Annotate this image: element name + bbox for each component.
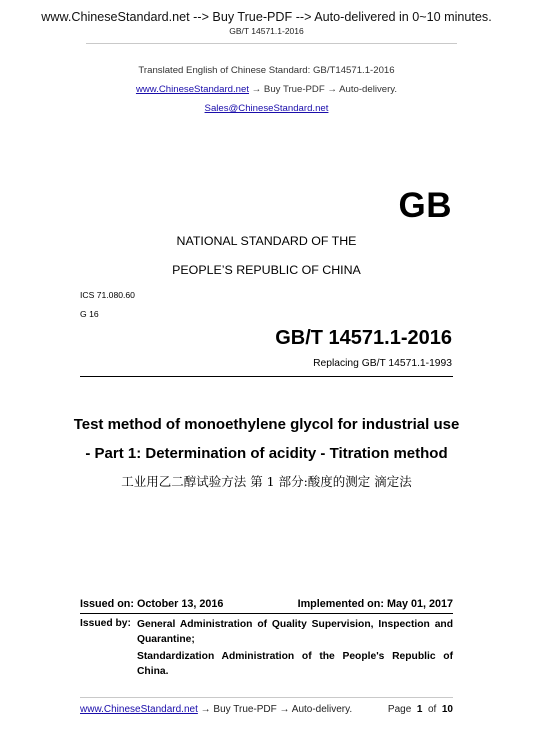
issuing-org-2: Standardization Administration of the People's Republic of China. [137, 651, 453, 677]
org-line-1: NATIONAL STANDARD OF THE [176, 234, 357, 248]
issued-by-label: Issued by: [80, 618, 131, 629]
implemented-date: Implemented on: May 01, 2017 [297, 598, 453, 610]
top-banner: www.ChineseStandard.net --> Buy True-PDF --> Auto-delivered in 0~10 minutes. [41, 10, 492, 24]
page-word: Page [387, 704, 412, 715]
org-line-2: PEOPLE’S REPUBLIC OF CHINA [172, 263, 361, 277]
running-header-code: GB/T 14571.1-2016 [229, 26, 304, 36]
ccs-code: G 16 [80, 309, 99, 319]
email-line [0, 103, 533, 114]
title-line-1: Test method of monoethylene glycol for industrial use [73, 416, 460, 433]
chinese-title: 工业用乙二醇试验方法 第 1 部分:酸度的测定 滴定法 [121, 474, 412, 489]
dates-row [80, 598, 453, 610]
email-link[interactable]: Sales@ChineseStandard.net [204, 103, 329, 114]
page-indicator [388, 704, 453, 715]
title-line-2: - Part 1: Determination of acidity - Titration method [85, 445, 448, 462]
header-divider [86, 43, 457, 44]
footer-divider [80, 697, 453, 698]
issued-date: Issued on: October 13, 2016 [80, 598, 224, 610]
translation-note: Translated English of Chinese Standard: GB/T14571.1-2016 [138, 65, 395, 76]
page-of: of [427, 704, 437, 715]
page-current: 1 [416, 704, 423, 715]
issuing-org-1: General Administration of Quality Supervision, Inspection and Quarantine; [137, 619, 453, 645]
gb-logo: GB [398, 186, 452, 225]
footer-site-line [80, 704, 352, 715]
site-link[interactable]: www.ChineseStandard.net [135, 84, 249, 95]
translation-site-line [0, 84, 533, 95]
page-total: 10 [441, 704, 453, 715]
title-divider [80, 376, 453, 377]
dates-divider [80, 613, 453, 614]
footer-site-link[interactable]: www.ChineseStandard.net [80, 704, 198, 715]
replacing-note: Replacing GB/T 14571.1-1993 [313, 358, 452, 369]
footer-site-tail: → Buy True-PDF → Auto-delivery. [197, 704, 353, 715]
standard-number: GB/T 14571.1-2016 [275, 327, 452, 349]
site-line-tail: → Buy True-PDF → Auto-delivery. [249, 84, 398, 95]
ics-code: ICS 71.080.60 [80, 290, 135, 300]
